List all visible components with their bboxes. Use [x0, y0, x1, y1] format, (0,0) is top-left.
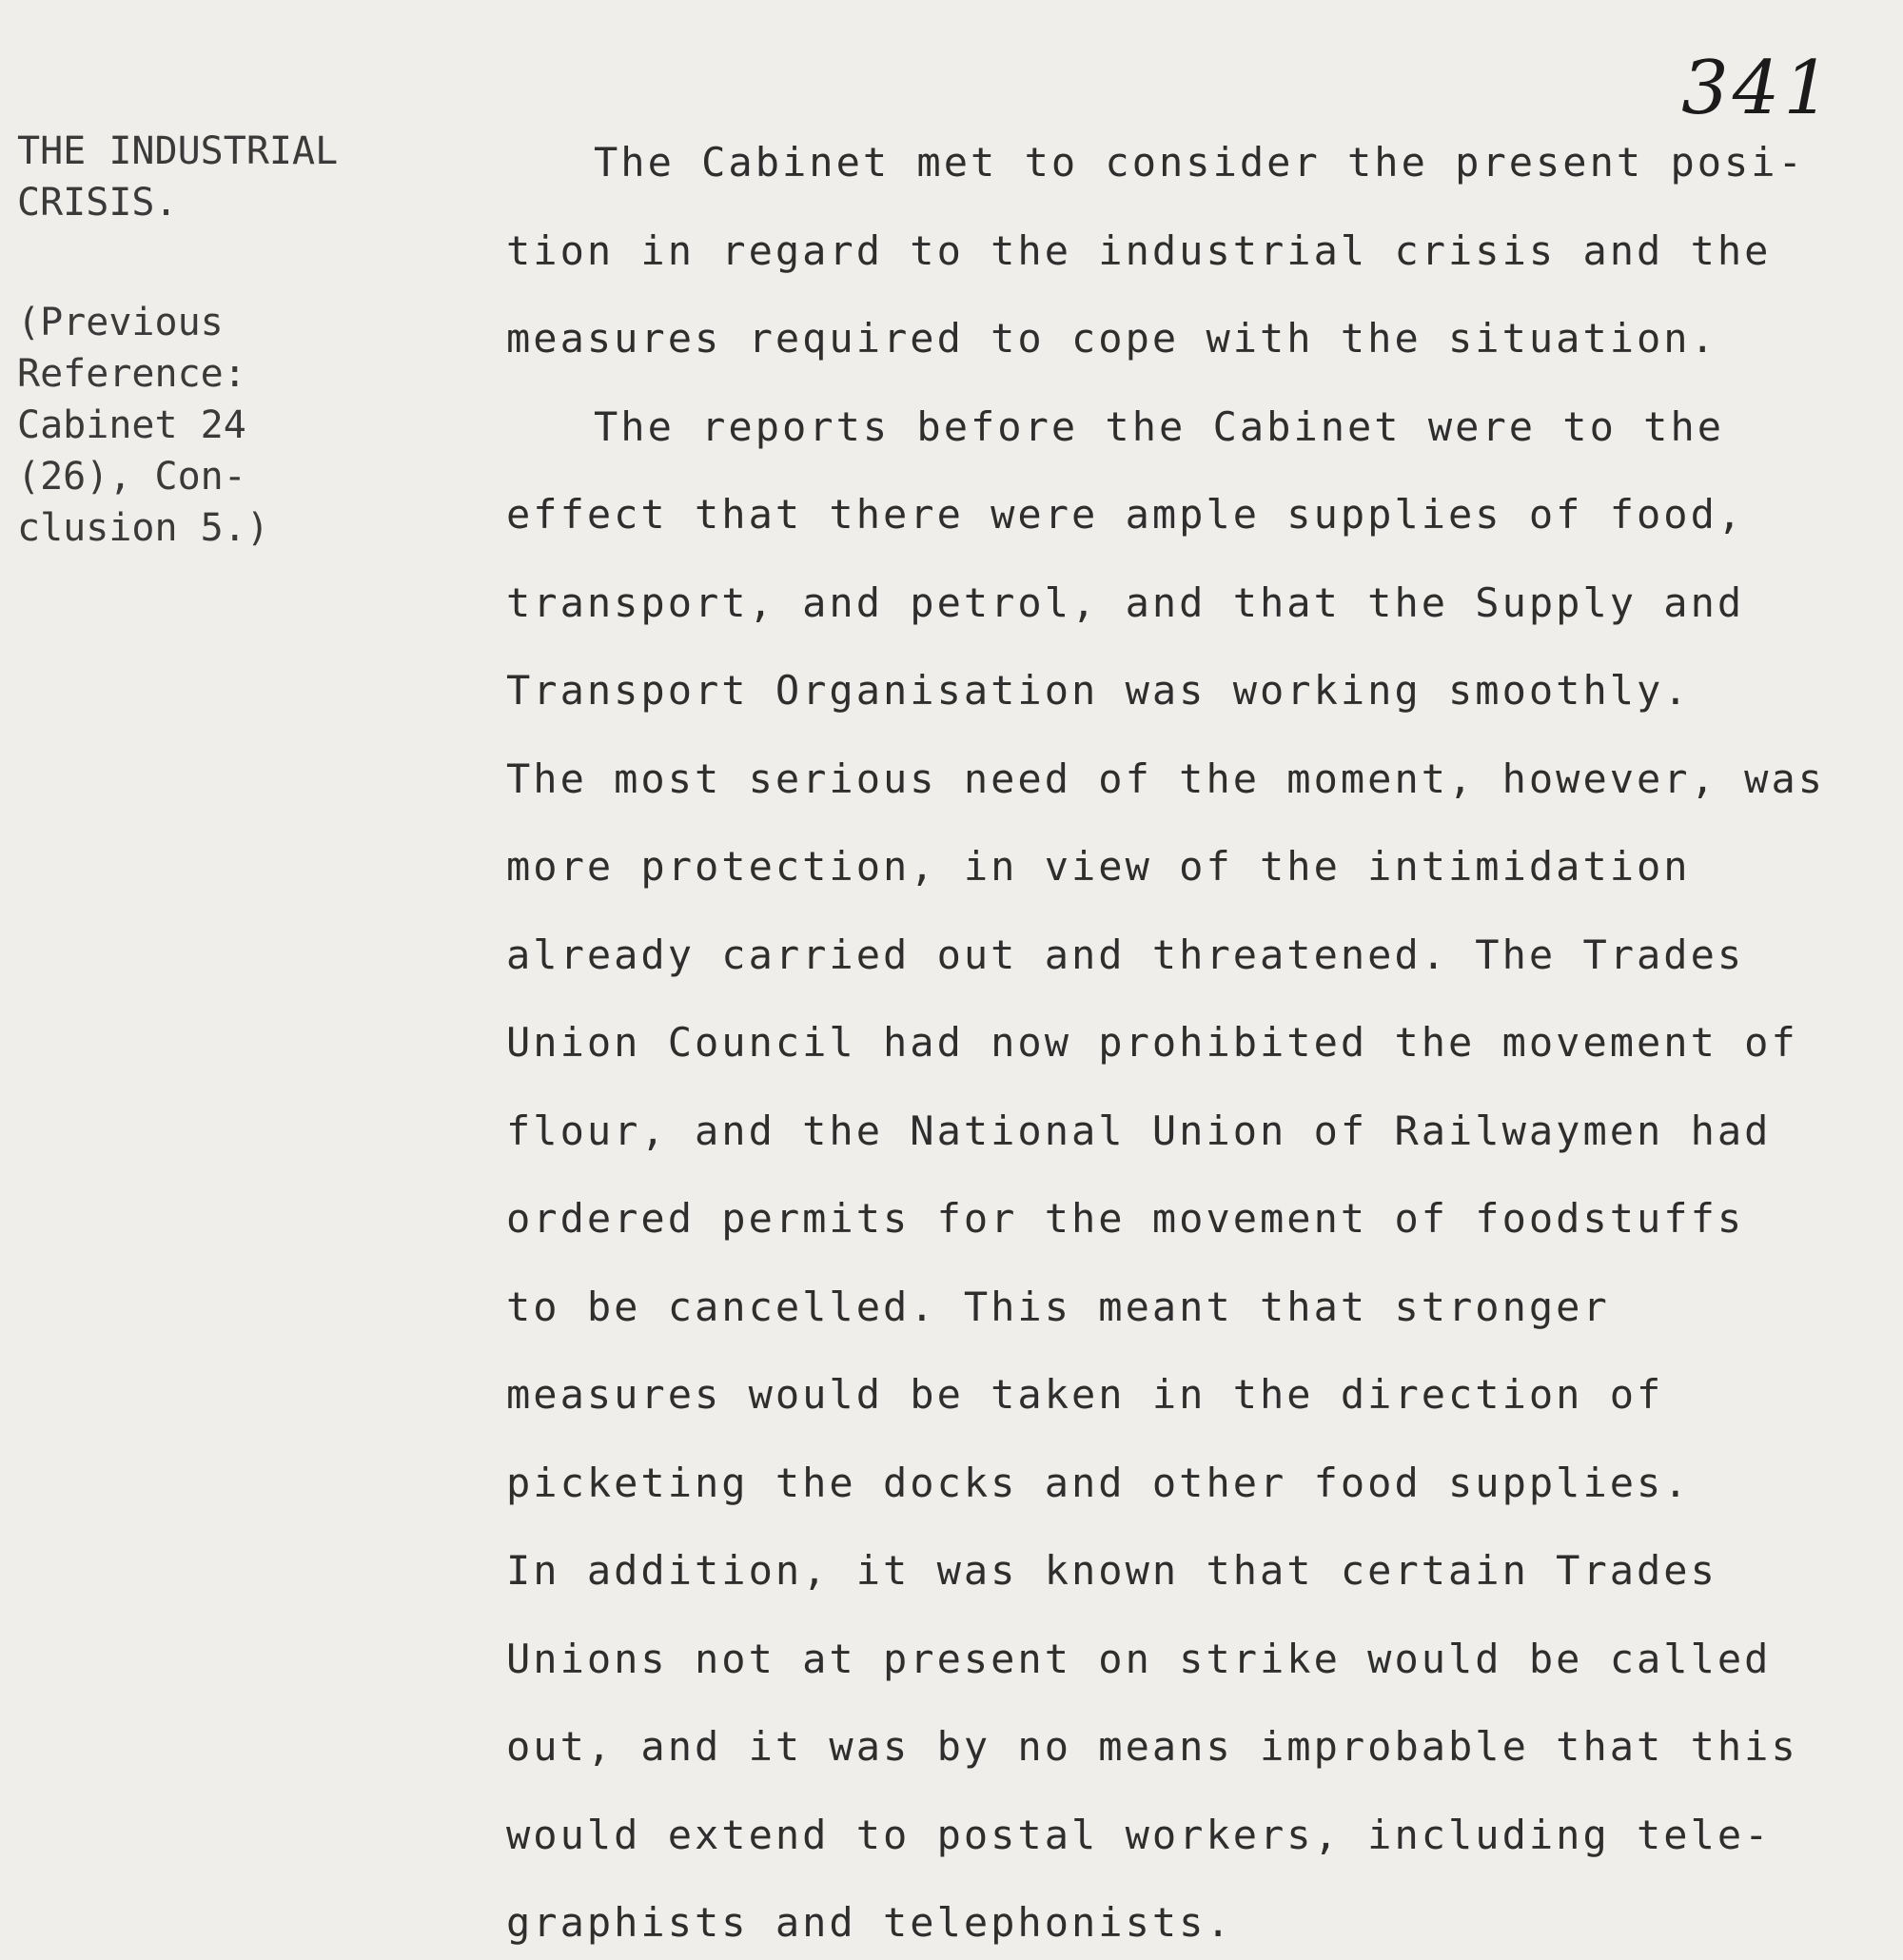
margin-heading-line: THE INDUSTRIAL [17, 129, 339, 173]
paragraph-line: already carried out and threatened. The Trades [506, 931, 1745, 978]
margin-heading-line: CRISIS. [17, 181, 178, 225]
paragraph-line: graphists and telephonists. [506, 1899, 1233, 1946]
paragraph-line: In addition, it was known that certain Trades [506, 1547, 1717, 1594]
paragraph-line: would extend to postal workers, including tele- [506, 1811, 1772, 1858]
margin-notes [17, 126, 379, 554]
reference-line: Cabinet 24 [17, 403, 246, 447]
paragraph-line: effect that there were ample supplies of food, [506, 491, 1745, 538]
margin-heading [17, 126, 379, 228]
paragraph-line: tion in regard to the industrial crisis and the [506, 226, 1772, 274]
reference-line: (Previous [17, 301, 224, 344]
paragraph-line: The reports before the Cabinet were to the [594, 402, 1725, 450]
reference-line: clusion 5.) [17, 506, 269, 550]
paragraph-line: Unions not at present on strike would be called [506, 1635, 1772, 1682]
paragraph-line: more protection, in view of the intimidation [506, 843, 1691, 890]
paragraph-line: The Cabinet met to consider the present posi- [594, 139, 1805, 186]
previous-reference [17, 297, 379, 554]
paragraph-line: out, and it was by no means improbable that this [506, 1723, 1798, 1770]
paragraph-line: ordered permits for the movement of foodstuffs [506, 1195, 1745, 1242]
paragraph-line: Union Council had now prohibited the movement of [506, 1019, 1798, 1066]
body-text [506, 119, 1876, 1960]
paragraph-line: measures required to cope with the situation. [506, 315, 1717, 362]
paragraph-line: Transport Organisation was working smoothly. [506, 667, 1691, 714]
page-number: 341 [1681, 46, 1834, 131]
reference-line: (26), Con- [17, 455, 246, 499]
paragraph-line: flour, and the National Union of Railwaymen had [506, 1107, 1772, 1154]
paragraph-line: picketing the docks and other food supplies. [506, 1459, 1691, 1506]
paragraph-line: The most serious need of the moment, however, was [506, 755, 1826, 802]
paragraph-line: transport, and petrol, and that the Supply and [506, 578, 1745, 626]
paragraph-line: measures would be taken in the direction of [506, 1371, 1664, 1418]
paragraph-line: to be cancelled. This meant that stronger [506, 1283, 1610, 1330]
reference-line: Reference: [17, 352, 246, 396]
